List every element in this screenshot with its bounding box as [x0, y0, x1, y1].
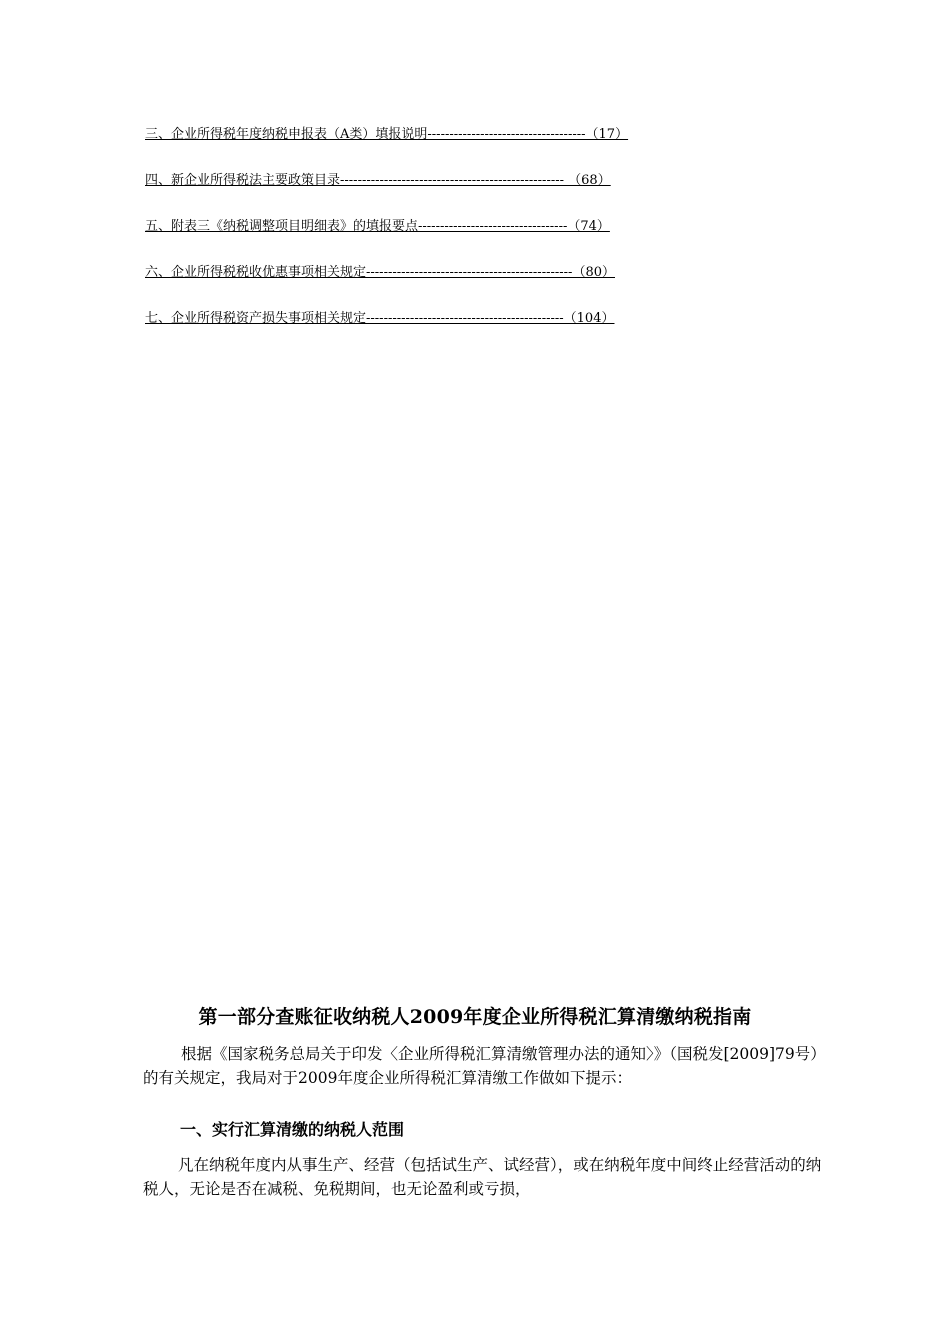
toc-item-4[interactable]: 四、新企业所得税法主要政策目录--------------------------------------------------- （68）	[145, 173, 611, 188]
table-of-contents	[145, 126, 785, 356]
toc-item-3[interactable]: 三、企业所得税年度纳税申报表（A类）填报说明------------------------------------（17）	[145, 127, 629, 142]
body-paragraph: 凡在纳税年度内从事生产、经营（包括试生产、试经营），或在纳税年度中间终止经营活动的纳税人，无论是否在减税、免税期间，也无论盈利或亏损，	[143, 1156, 822, 1198]
part-title: 第一部分查账征收纳税人2009年度企业所得税汇算清缴纳税指南	[198, 1006, 752, 1028]
toc-item-6[interactable]: 六、企业所得税税收优惠事项相关规定-----------------------------------------------（80）	[145, 265, 615, 280]
toc-item-5[interactable]: 五、附表三《纳税调整项目明细表》的填报要点----------------------------------（74）	[145, 219, 610, 234]
section-heading: 一、实行汇算清缴的纳税人范围	[180, 1120, 405, 1139]
toc-item-7[interactable]: 七、企业所得税资产损失事项相关规定---------------------------------------------（104）	[145, 311, 615, 326]
intro-paragraph: 根据《国家税务总局关于印发〈企业所得税汇算清缴管理办法的通知〉》（国税发[2009]79号）的有关规定，我局对于2009年度企业所得税汇算清缴工作做如下提示：	[143, 1045, 819, 1087]
